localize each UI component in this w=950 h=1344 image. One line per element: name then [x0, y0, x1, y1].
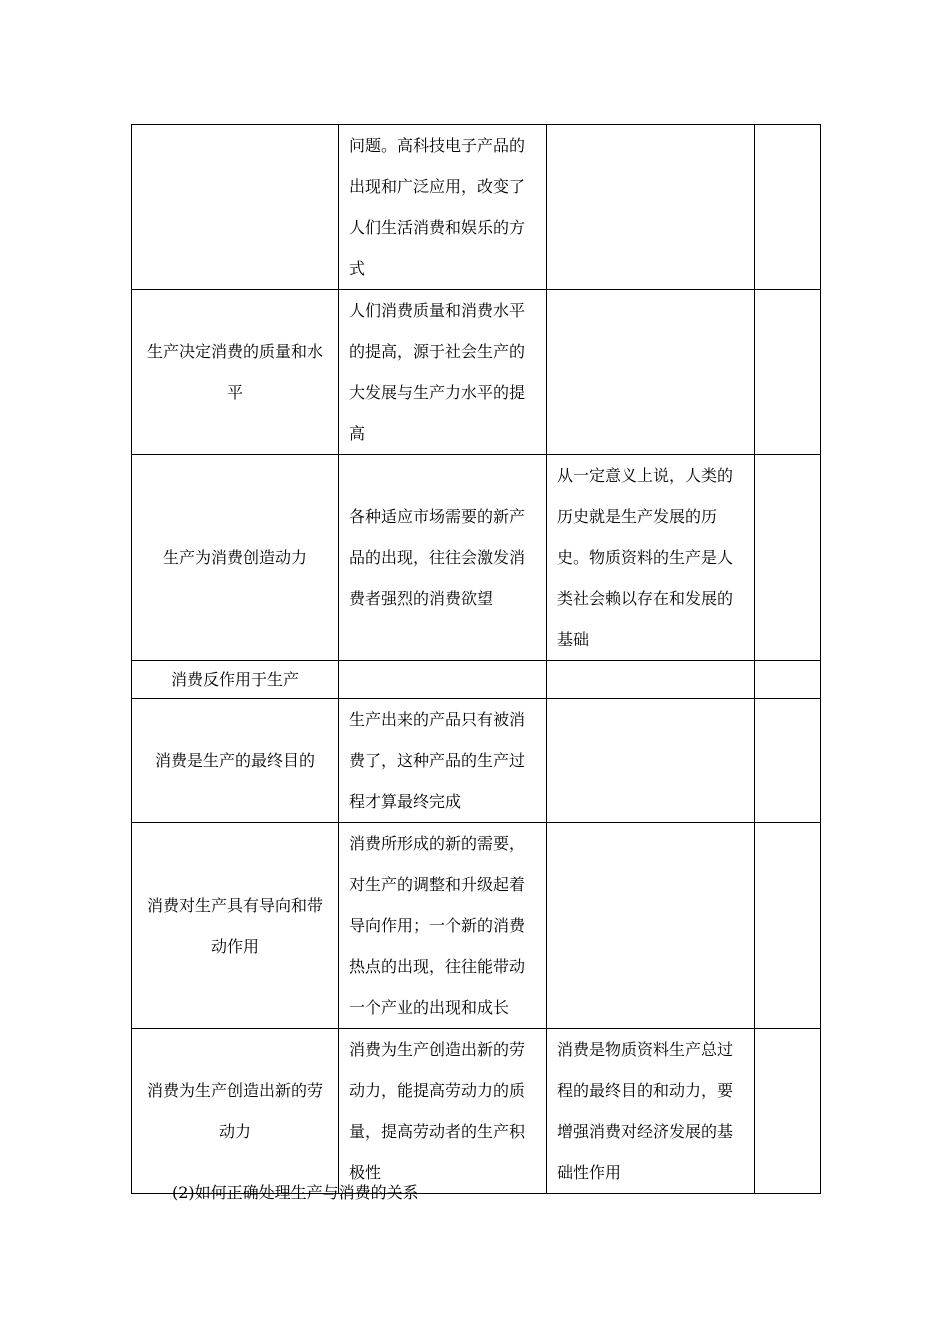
table-row — [132, 290, 821, 455]
cell-extra — [755, 290, 821, 455]
cell-aspect: 生产决定消费的质量和水平 — [132, 290, 339, 455]
table-row — [132, 823, 821, 1029]
cell-explanation: 消费为生产创造出新的劳动力，能提高劳动力的质量，提高劳动者的生产积极性 — [339, 1029, 547, 1194]
cell-aspect — [132, 125, 339, 290]
cell-note — [547, 290, 755, 455]
content-table — [131, 124, 821, 1194]
cell-explanation: 人们消费质量和消费水平的提高，源于社会生产的大发展与生产力水平的提高 — [339, 290, 547, 455]
cell-explanation: 生产出来的产品只有被消费了，这种产品的生产过程才算最终完成 — [339, 699, 547, 823]
table-row — [132, 661, 821, 699]
cell-aspect: 消费为生产创造出新的劳动力 — [132, 1029, 339, 1194]
section-paragraph: (2)如何正确处理生产与消费的关系 — [172, 1183, 419, 1202]
table-row — [132, 699, 821, 823]
cell-extra — [755, 699, 821, 823]
cell-explanation: 问题。高科技电子产品的出现和广泛应用，改变了人们生活消费和娱乐的方式 — [339, 125, 547, 290]
cell-note: 消费是物质资料生产总过程的最终目的和动力，要增强消费对经济发展的基础性作用 — [547, 1029, 755, 1194]
cell-aspect: 消费反作用于生产 — [132, 661, 339, 699]
cell-note — [547, 125, 755, 290]
cell-extra — [755, 125, 821, 290]
cell-explanation: 消费所形成的新的需要，对生产的调整和升级起着导向作用；一个新的消费热点的出现，往往能带动一个产业的出现和成长 — [339, 823, 547, 1029]
cell-explanation — [339, 661, 547, 699]
table-row — [132, 455, 821, 661]
cell-aspect: 消费是生产的最终目的 — [132, 699, 339, 823]
cell-extra — [755, 455, 821, 661]
cell-aspect: 消费对生产具有导向和带动作用 — [132, 823, 339, 1029]
cell-extra — [755, 1029, 821, 1194]
cell-note: 从一定意义上说，人类的历史就是生产发展的历史。物质资料的生产是人类社会赖以存在和发展的基础 — [547, 455, 755, 661]
cell-note — [547, 699, 755, 823]
cell-extra — [755, 823, 821, 1029]
table-row — [132, 125, 821, 290]
table-row — [132, 1029, 821, 1194]
cell-extra — [755, 661, 821, 699]
cell-note — [547, 823, 755, 1029]
cell-explanation: 各种适应市场需要的新产品的出现，往往会激发消费者强烈的消费欲望 — [339, 455, 547, 661]
cell-note — [547, 661, 755, 699]
cell-aspect: 生产为消费创造动力 — [132, 455, 339, 661]
